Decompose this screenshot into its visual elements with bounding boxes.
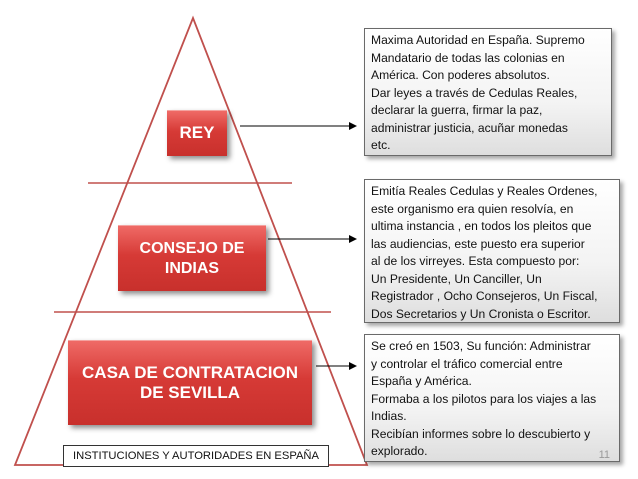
description-rey bbox=[364, 28, 612, 156]
page-number: 11 bbox=[598, 449, 610, 461]
description-line: Formaba a los pilotos para los viajes a las bbox=[371, 391, 597, 406]
description-consejo bbox=[364, 179, 620, 323]
description-line: etc. bbox=[371, 138, 391, 152]
description-line: Un Presidente, Un Canciller, Un bbox=[371, 271, 542, 286]
description-line: y controlar el tráfico comercial entre bbox=[371, 356, 563, 371]
description-line: Dos Secretarios y Un Cronista o Escritor. bbox=[371, 306, 591, 321]
level-label-line: CASA DE CONTRATACION bbox=[82, 362, 298, 382]
description-casa bbox=[364, 334, 620, 462]
level-label-line: REY bbox=[179, 123, 215, 143]
description-line: Recibían informes sobre lo descubierto y bbox=[371, 426, 591, 441]
description-line: ultima instancia , en todos los pleitos que bbox=[371, 219, 592, 233]
description-line: administrar justicia, acuñar monedas bbox=[371, 120, 568, 135]
description-line: al de los virreyes. Esta compuesto por: bbox=[371, 254, 580, 268]
description-line: las audiencias, este puesto era superior bbox=[371, 236, 585, 251]
description-line: España y América. bbox=[371, 374, 472, 388]
description-line: Emitía Reales Cedulas y Reales Ordenes, bbox=[371, 184, 598, 198]
description-line: Registrador , Ocho Consejeros, Un Fiscal, bbox=[371, 289, 598, 303]
description-line: Indias. bbox=[371, 409, 407, 423]
description-line: este organismo era quien resolvía, en bbox=[371, 201, 574, 216]
level-label-line: INDIAS bbox=[164, 259, 220, 277]
diagram-caption: INSTITUCIONES Y AUTORIDADES EN ESPAÑA bbox=[63, 445, 329, 467]
description-line: Dar leyes a través de Cedulas Reales, bbox=[371, 85, 578, 100]
description-line: explorado. bbox=[371, 444, 428, 458]
level-label-rey bbox=[167, 110, 227, 156]
level-label-casa bbox=[68, 340, 312, 425]
level-label-line: DE SEVILLA bbox=[139, 383, 241, 402]
description-line: Mandatario de todas las colonias en bbox=[371, 50, 565, 65]
description-line: Se creó en 1503, Su función: Administrar bbox=[371, 339, 591, 353]
description-line: América. Con poderes absolutos. bbox=[371, 68, 550, 82]
level-label-consejo bbox=[118, 225, 266, 291]
level-label-line: CONSEJO DE bbox=[139, 240, 245, 258]
description-line: declarar la guerra, firmar la paz, bbox=[371, 103, 543, 117]
description-line: Maxima Autoridad en España. Supremo bbox=[371, 33, 585, 47]
